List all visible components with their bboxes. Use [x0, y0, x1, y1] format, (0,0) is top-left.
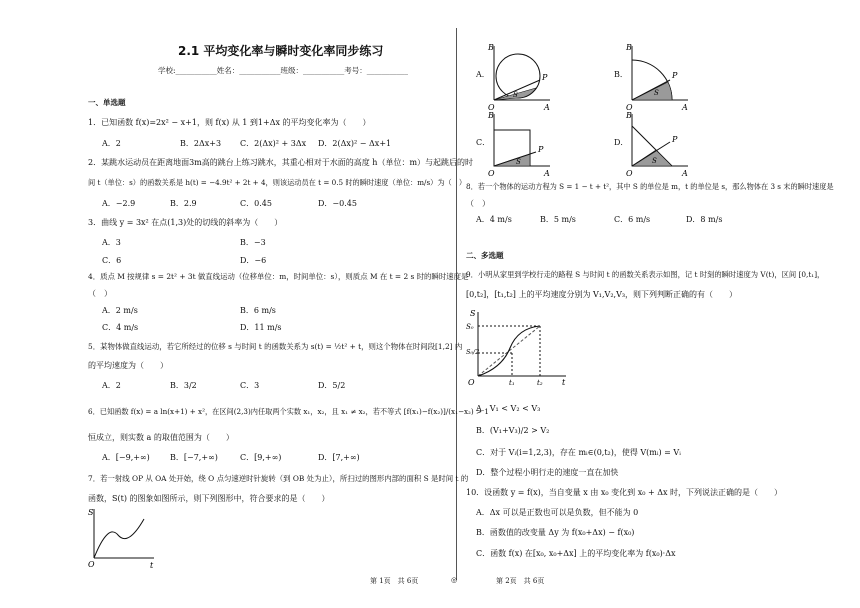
svg-text:S: S [470, 309, 476, 318]
svg-text:O: O [468, 378, 475, 387]
page-divider [456, 28, 457, 580]
q2-option-b: B．2.9 [170, 199, 197, 208]
q1-option-d: D．2(Δx)² − Δx+1 [318, 139, 392, 148]
q6-option-d: D．[7,+∞) [318, 453, 360, 462]
section-single-choice: 一、单选题 [88, 98, 126, 107]
page-title: 2.1 平均变化率与瞬时变化率同步练习 [178, 44, 384, 58]
q2-stem-line2: 间 t（单位：s）的函数关系是 h(t) = −4.9t² + 2t + 4，则该运动员在 t = 0.5 时的瞬时速度（单位：m/s）为（ ） [88, 178, 467, 187]
svg-text:S₀: S₀ [466, 323, 474, 331]
q7-option-b-letter: B． [614, 70, 628, 79]
q5-option-d: D．5/2 [318, 381, 346, 390]
svg-text:P: P [672, 135, 678, 144]
svg-text:S: S [513, 91, 518, 99]
q10-option-b: B．函数值的改变量 Δy 为 f(x₀+Δx) − f(x₀) [476, 528, 635, 537]
q6-stem-line2: 恒成立，则实数 a 的取值范围为（ ） [88, 433, 234, 442]
q4-option-b: B．6 m/s [240, 306, 276, 315]
q5-stem-line2: 的平均速度为（ ） [88, 361, 168, 370]
q7-graph-y-label: S [88, 508, 94, 517]
q8-option-b: B．5 m/s [540, 215, 576, 224]
svg-text:B: B [488, 43, 494, 52]
q9-option-a: A．V₁ < V₂ < V₃ [476, 404, 541, 413]
svg-text:t: t [562, 378, 566, 387]
q5-stem-line1: 5．某物体做直线运动，若它所经过的位移 s 与时间 t 的函数关系为 s(t) = ½t² + t，则这个物体在时间段[1,2] 内 [88, 342, 463, 351]
svg-text:A: A [544, 103, 550, 112]
q1-option-b: B．2Δx+3 [180, 139, 222, 148]
svg-text:A: A [682, 169, 688, 178]
q8-option-a: A．4 m/s [476, 215, 512, 224]
svg-text:B: B [626, 111, 632, 120]
q6-option-a: A．[−9,+∞) [102, 453, 150, 462]
q4-option-c: C．4 m/s [102, 323, 139, 332]
q7-figure-a [488, 40, 558, 112]
q1-option-c: C．2(Δx)² + 3Δx [240, 139, 307, 148]
q8-option-d: D．8 m/s [686, 215, 723, 224]
q9-option-d: D．整个过程小明行走的速度一直在加快 [476, 468, 619, 477]
q5-option-b: B．3/2 [170, 381, 197, 390]
q9-stem-line2: [0,t₂]，[t₁,t₂] 上的平均速度分别为 V₁,V₂,V₃，则下列判断正确的有（ ） [466, 290, 738, 299]
q4-option-d: D．11 m/s [240, 323, 282, 332]
svg-text:S: S [654, 89, 659, 97]
svg-text:O: O [626, 103, 633, 112]
q3-option-a: A．3 [102, 238, 121, 247]
q3-option-c: C．6 [102, 256, 122, 265]
q4-stem-line1: 4．质点 M 按规律 s = 2t² + 3t 做直线运动（位移单位：m，时间单位：s），则质点 M 在 t = 2 s 时的瞬时速度是 [88, 272, 469, 281]
svg-text:O: O [488, 103, 495, 112]
q3-stem: 3．曲线 y = 3x² 在点(1,3)处的切线的斜率为（ ） [88, 218, 283, 227]
q7-option-d-letter: D． [614, 138, 629, 147]
q5-option-c: C．3 [240, 381, 260, 390]
q8-stem-line2: （ ） [466, 199, 490, 208]
q4-stem-line2: （ ） [88, 289, 112, 298]
q4-option-a: A．2 m/s [102, 306, 138, 315]
q7-graph-origin: O [88, 560, 95, 569]
q7-figure-c [488, 108, 558, 178]
q3-option-d: D．−6 [240, 256, 267, 265]
svg-text:B: B [488, 111, 494, 120]
svg-text:S: S [652, 157, 657, 165]
q7-figure-d [626, 108, 696, 178]
q7-option-c-letter: C． [476, 138, 491, 147]
q2-option-a: A．−2.9 [102, 199, 136, 208]
q2-option-c: C．0.45 [240, 199, 272, 208]
q7-stem-line1: 7．若一射线 OP 从 OA 处开始，绕 O 点匀速逆时针旋转（到 OB 处为止），所扫过的图形内部的面积 S 是时间 t 的 [88, 474, 469, 483]
svg-text:O: O [488, 169, 495, 178]
q7-figure-b [626, 40, 696, 112]
q7-option-a-letter: A． [476, 70, 490, 79]
svg-text:A: A [544, 169, 550, 178]
q7-st-graph [88, 505, 158, 571]
svg-text:O: O [626, 169, 633, 178]
svg-text:t₁: t₁ [509, 379, 515, 387]
q2-stem-line1: 2．某跳水运动员在距离地面3m高的跳台上练习跳水，其重心相对于水面的高度 h（单位：m）与起跳后的时 [88, 158, 474, 167]
q6-option-c: C．[9,+∞) [240, 453, 282, 462]
q6-option-b: B．[−7,+∞) [170, 453, 218, 462]
section-multi-choice: 二、多选题 [466, 251, 504, 260]
q1-option-a: A．2 [102, 139, 121, 148]
q8-stem-line1: 8．若一个物体的运动方程为 S = 1 − t + t²，其中 S 的单位是 m，t 的单位是 s，那么物体在 3 s 末的瞬时速度是 [466, 182, 834, 191]
header-fields: 学校:___________姓名：___________班级：___________考号：___________ [158, 66, 409, 75]
q10-option-c: C．函数 f(x) 在[x₀, x₀+Δx] 上的平均变化率为 f(x₀)·Δx [476, 549, 676, 558]
q9-option-c: C．对于 Vᵢ(i=1,2,3)，存在 mᵢ∈(0,t₂)，使得 V(mᵢ) = Vᵢ [476, 448, 681, 457]
svg-text:B: B [626, 43, 632, 52]
q2-option-d: D．−0.45 [318, 199, 357, 208]
q8-option-c: C．6 m/s [614, 215, 651, 224]
q7-stem-line2: 函数，S(t) 的图象如图所示，则下列图形中，符合要求的是（ ） [88, 494, 330, 503]
q7-graph-curve [94, 519, 144, 558]
svg-text:P: P [672, 71, 678, 80]
svg-text:S: S [516, 158, 521, 166]
q6-stem-line1: 6．已知函数 f(x) = a ln(x+1) + x²，在区间(2,3)内任取两个实数 x₁，x₂，且 x₁ ≠ x₂，若不等式 [f(x₁)−f(x₂)]/(x₁−x₂) > 1 [88, 407, 489, 416]
q7-graph-x-label: t [150, 561, 154, 570]
q10-stem: 10．设函数 y = f(x)，当自变量 x 由 x₀ 变化到 x₀ + Δx 时，下列说法正确的是（ ） [466, 488, 783, 497]
svg-text:P: P [538, 145, 544, 154]
footer-page-right: 第 2页 共 6页 [496, 577, 545, 585]
svg-text:A: A [682, 103, 688, 112]
footer-page-left: 第 1页 共 6页 [370, 577, 419, 585]
q3-option-b: B．−3 [240, 238, 266, 247]
q5-option-a: A．2 [102, 381, 121, 390]
svg-text:t₂: t₂ [537, 379, 543, 387]
q9-stem-line1: 9．小明从家里到学校行走的路程 S 与时间 t 的函数关系表示如图，记 t 时刻的瞬时速度为 V(t)，区间 [0,t₁]， [466, 270, 825, 279]
footer-center-mark: ◎ [451, 576, 458, 584]
svg-text:S₀/2: S₀/2 [466, 348, 480, 356]
svg-text:P: P [542, 73, 548, 82]
q1-stem: 1．已知函数 f(x)=2x² − x+1，则 f(x) 从 1 到1+Δx 的平均变化率为（ ） [88, 118, 371, 127]
q10-option-a: A．Δx 可以是正数也可以是负数，但不能为 0 [476, 508, 639, 517]
q9-option-b: B．(V₁+V₃)/2 > V₂ [476, 426, 550, 435]
q9-graph [466, 308, 576, 388]
